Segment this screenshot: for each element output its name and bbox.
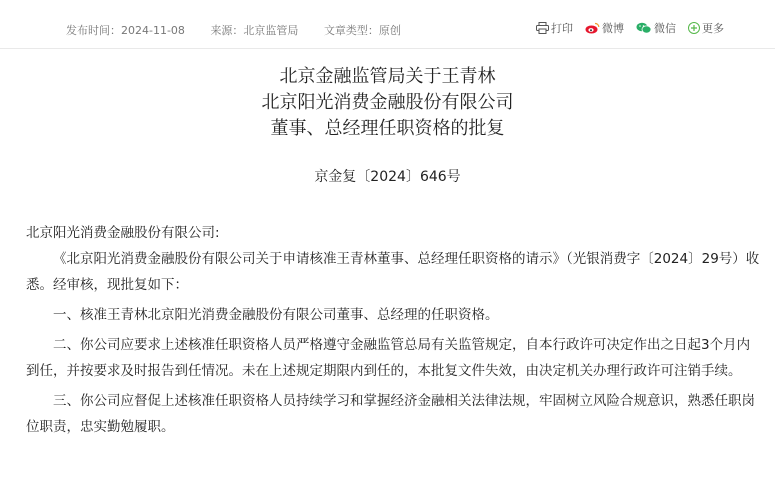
document-body xyxy=(26,220,761,440)
weibo-share-button[interactable] xyxy=(585,20,624,36)
doc-type: 文章类型：原创 xyxy=(323,24,401,37)
printer-icon xyxy=(536,22,549,34)
title-line: 北京金融监管局关于王青林 xyxy=(279,66,496,87)
article-meta-bar xyxy=(0,0,775,49)
plus-icon xyxy=(688,22,700,34)
document-title xyxy=(0,64,775,142)
publish-time: 发布时间：2024-11-08 xyxy=(66,24,185,37)
wechat-icon xyxy=(636,22,652,34)
more-share-button[interactable] xyxy=(688,20,724,36)
salutation: 北京阳光消费金融股份有限公司: xyxy=(26,225,220,241)
title-line: 北京阳光消费金融股份有限公司 xyxy=(261,92,514,113)
title-line: 董事、总经理任职资格的批复 xyxy=(270,118,505,139)
share-toolbar xyxy=(536,20,736,36)
paragraph: 二、你公司应要求上述核准任职资格人员严格遵守金融监管总局有关监管规定，自本行政许可决定作出之日起3个月内到任，并按要求及时报告到任情况。未在上述规定期限内到任的，本批复文件失效，由决定机关办理行政许可注销手续。 xyxy=(26,337,751,379)
print-label: 打印 xyxy=(551,22,573,35)
source: 来源：北京监管局 xyxy=(210,24,299,37)
wechat-label: 微信 xyxy=(654,22,676,35)
print-button[interactable] xyxy=(536,20,573,36)
paragraph: 《北京阳光消费金融股份有限公司关于申请核准王青林董事、总经理任职资格的请示》（光银消费字〔2024〕29号）收悉。经审核，现批复如下： xyxy=(26,251,760,293)
paragraph: 三、你公司应督促上述核准任职资格人员持续学习和掌握经济金融相关法律法规，牢固树立风险合规意识，熟悉任职岗位职责，忠实勤勉履职。 xyxy=(26,393,755,435)
weibo-label: 微博 xyxy=(602,22,624,35)
wechat-share-button[interactable] xyxy=(636,20,676,36)
more-label: 更多 xyxy=(702,22,724,35)
document-number: 京金复〔2024〕646号 xyxy=(314,169,461,185)
weibo-icon xyxy=(585,22,600,34)
paragraph: 一、核准王青林北京阳光消费金融股份有限公司董事、总经理的任职资格。 xyxy=(53,307,499,323)
article-meta xyxy=(66,22,423,38)
